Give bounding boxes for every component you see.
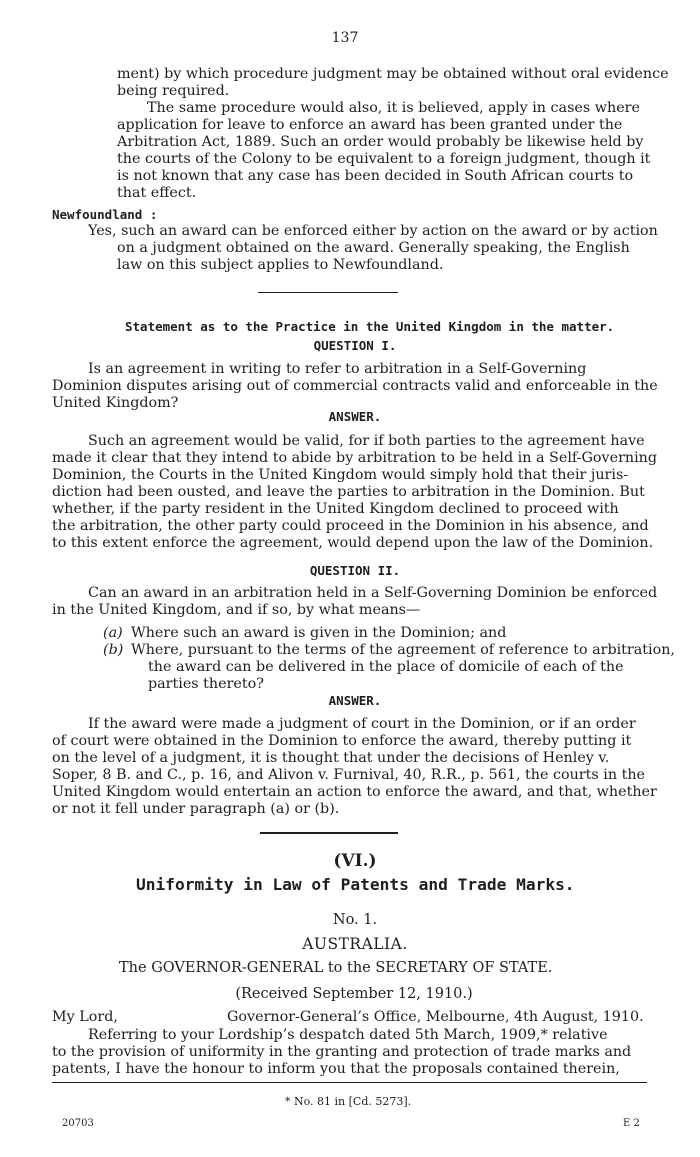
item-b-label: (b) [103, 642, 124, 658]
para-line: the courts of the Colony to be equivalent to a foreign judgment, though it [117, 151, 651, 167]
item-a-label: (a) [103, 625, 123, 641]
divider-thick [260, 832, 398, 834]
answer1-line: made it clear that they intend to abide by arbitration to be held in a Self-Governing [52, 450, 658, 466]
answer2-line: on the level of a judgment, it is thought that under the decisions of Henley v. [52, 750, 610, 766]
letter-line: patents, I have the honour to inform you that the proposals contained therein, [52, 1061, 620, 1077]
answer1-line: Dominion, the Courts in the United Kingdom would simply hold that their juris- [52, 467, 629, 483]
item-b-text: Where, pursuant to the terms of the agreement of reference to arbitration, [131, 642, 675, 658]
answer2-heading: ANSWER. [328, 693, 382, 708]
footnote: * No. 81 in [Cd. 5273]. [285, 1095, 412, 1108]
salutation: My Lord, [52, 1009, 118, 1025]
question1-heading: QUESTION I. [313, 338, 397, 353]
page-number: 137 [331, 30, 359, 46]
answer1-line: whether, if the party resident in the United Kingdom declined to proceed with [52, 501, 619, 517]
answer2-line: If the award were made a judgment of court in the Dominion, or if an order [88, 716, 636, 732]
from-to: The GOVERNOR-GENERAL to the SECRETARY OF STATE. [119, 960, 553, 976]
footnote-rule [52, 1082, 647, 1083]
question1-line: United Kingdom? [52, 395, 179, 411]
question1-line: Is an agreement in writing to refer to arbitration in a Self-Governing [88, 361, 587, 377]
item-a-text: Where such an award is given in the Dominion; and [131, 625, 507, 641]
answer1-line: Such an agreement would be valid, for if both parties to the agreement have [88, 433, 645, 449]
print-code: 20703 [62, 1118, 94, 1129]
letter-line: to the provision of uniformity in the granting and protection of trade marks and [52, 1044, 632, 1060]
section-title: Uniformity in Law of Patents and Trade Marks. [136, 875, 575, 894]
answer2-line: United Kingdom would entertain an action to enforce the award, and that, whether [52, 784, 657, 800]
para-line: application for leave to enforce an award has been granted under the [117, 117, 623, 133]
section-number: (VI.) [333, 851, 377, 871]
answer2-line: Soper, 8 B. and C., p. 16, and Alivon v. Furnival, 40, R.R., p. 561, the courts in the [52, 767, 646, 783]
office-date: Governor-General’s Office, Melbourne, 4th August, 1910. [227, 1009, 644, 1025]
country: AUSTRALIA. [302, 935, 408, 953]
answer1-line: the arbitration, the other party could proceed in the Dominion in his absence, and [52, 518, 649, 534]
answer2-line: of court were obtained in the Dominion to enforce the award, thereby putting it [52, 733, 632, 749]
doc-number: No. 1. [332, 912, 378, 928]
para-line: that effect. [117, 185, 197, 201]
para-line: The same procedure would also, it is believed, apply in cases where [147, 100, 640, 116]
statement-heading: Statement as to the Practice in the United Kingdom in the matter. [125, 319, 615, 334]
newfoundland-line: Yes, such an award can be enforced either by action on the award or by action [88, 223, 658, 239]
answer1-line: to this extent enforce the agreement, would depend upon the law of the Dominion. [52, 535, 654, 551]
para-line: is not known that any case has been decided in South African courts to [117, 168, 634, 184]
intro-line: ment) by which procedure judgment may be obtained without oral evidence [117, 66, 669, 82]
intro-line: being required. [117, 83, 230, 99]
received: (Received September 12, 1910.) [235, 986, 473, 1002]
answer1-line: diction had been ousted, and leave the parties to arbitration in the Dominion. But [52, 484, 645, 500]
item-b-text: parties thereto? [148, 676, 264, 692]
answer2-line: or not it fell under paragraph (a) or (b). [52, 801, 340, 817]
para-line: Arbitration Act, 1889. Such an order would probably be likewise held by [117, 134, 644, 150]
newfoundland-heading: Newfoundland : [52, 207, 158, 222]
question2-heading: QUESTION II. [309, 563, 401, 578]
newfoundland-line: on a judgment obtained on the award. Generally speaking, the English [117, 240, 630, 256]
letter-line: Referring to your Lordship’s despatch dated 5th March, 1909,* relative [88, 1027, 608, 1043]
item-b-text: the award can be delivered in the place of domicile of each of the [148, 659, 624, 675]
answer1-heading: ANSWER. [328, 409, 382, 424]
newfoundland-line: law on this subject applies to Newfoundland. [117, 257, 444, 273]
question2-line: in the United Kingdom, and if so, by what means— [52, 602, 421, 618]
signature-mark: E 2 [623, 1118, 640, 1129]
question2-line: Can an award in an arbitration held in a Self-Governing Dominion be enforced [88, 585, 658, 601]
divider-short [258, 292, 398, 293]
question1-line: Dominion disputes arising out of commercial contracts valid and enforceable in the [52, 378, 658, 394]
